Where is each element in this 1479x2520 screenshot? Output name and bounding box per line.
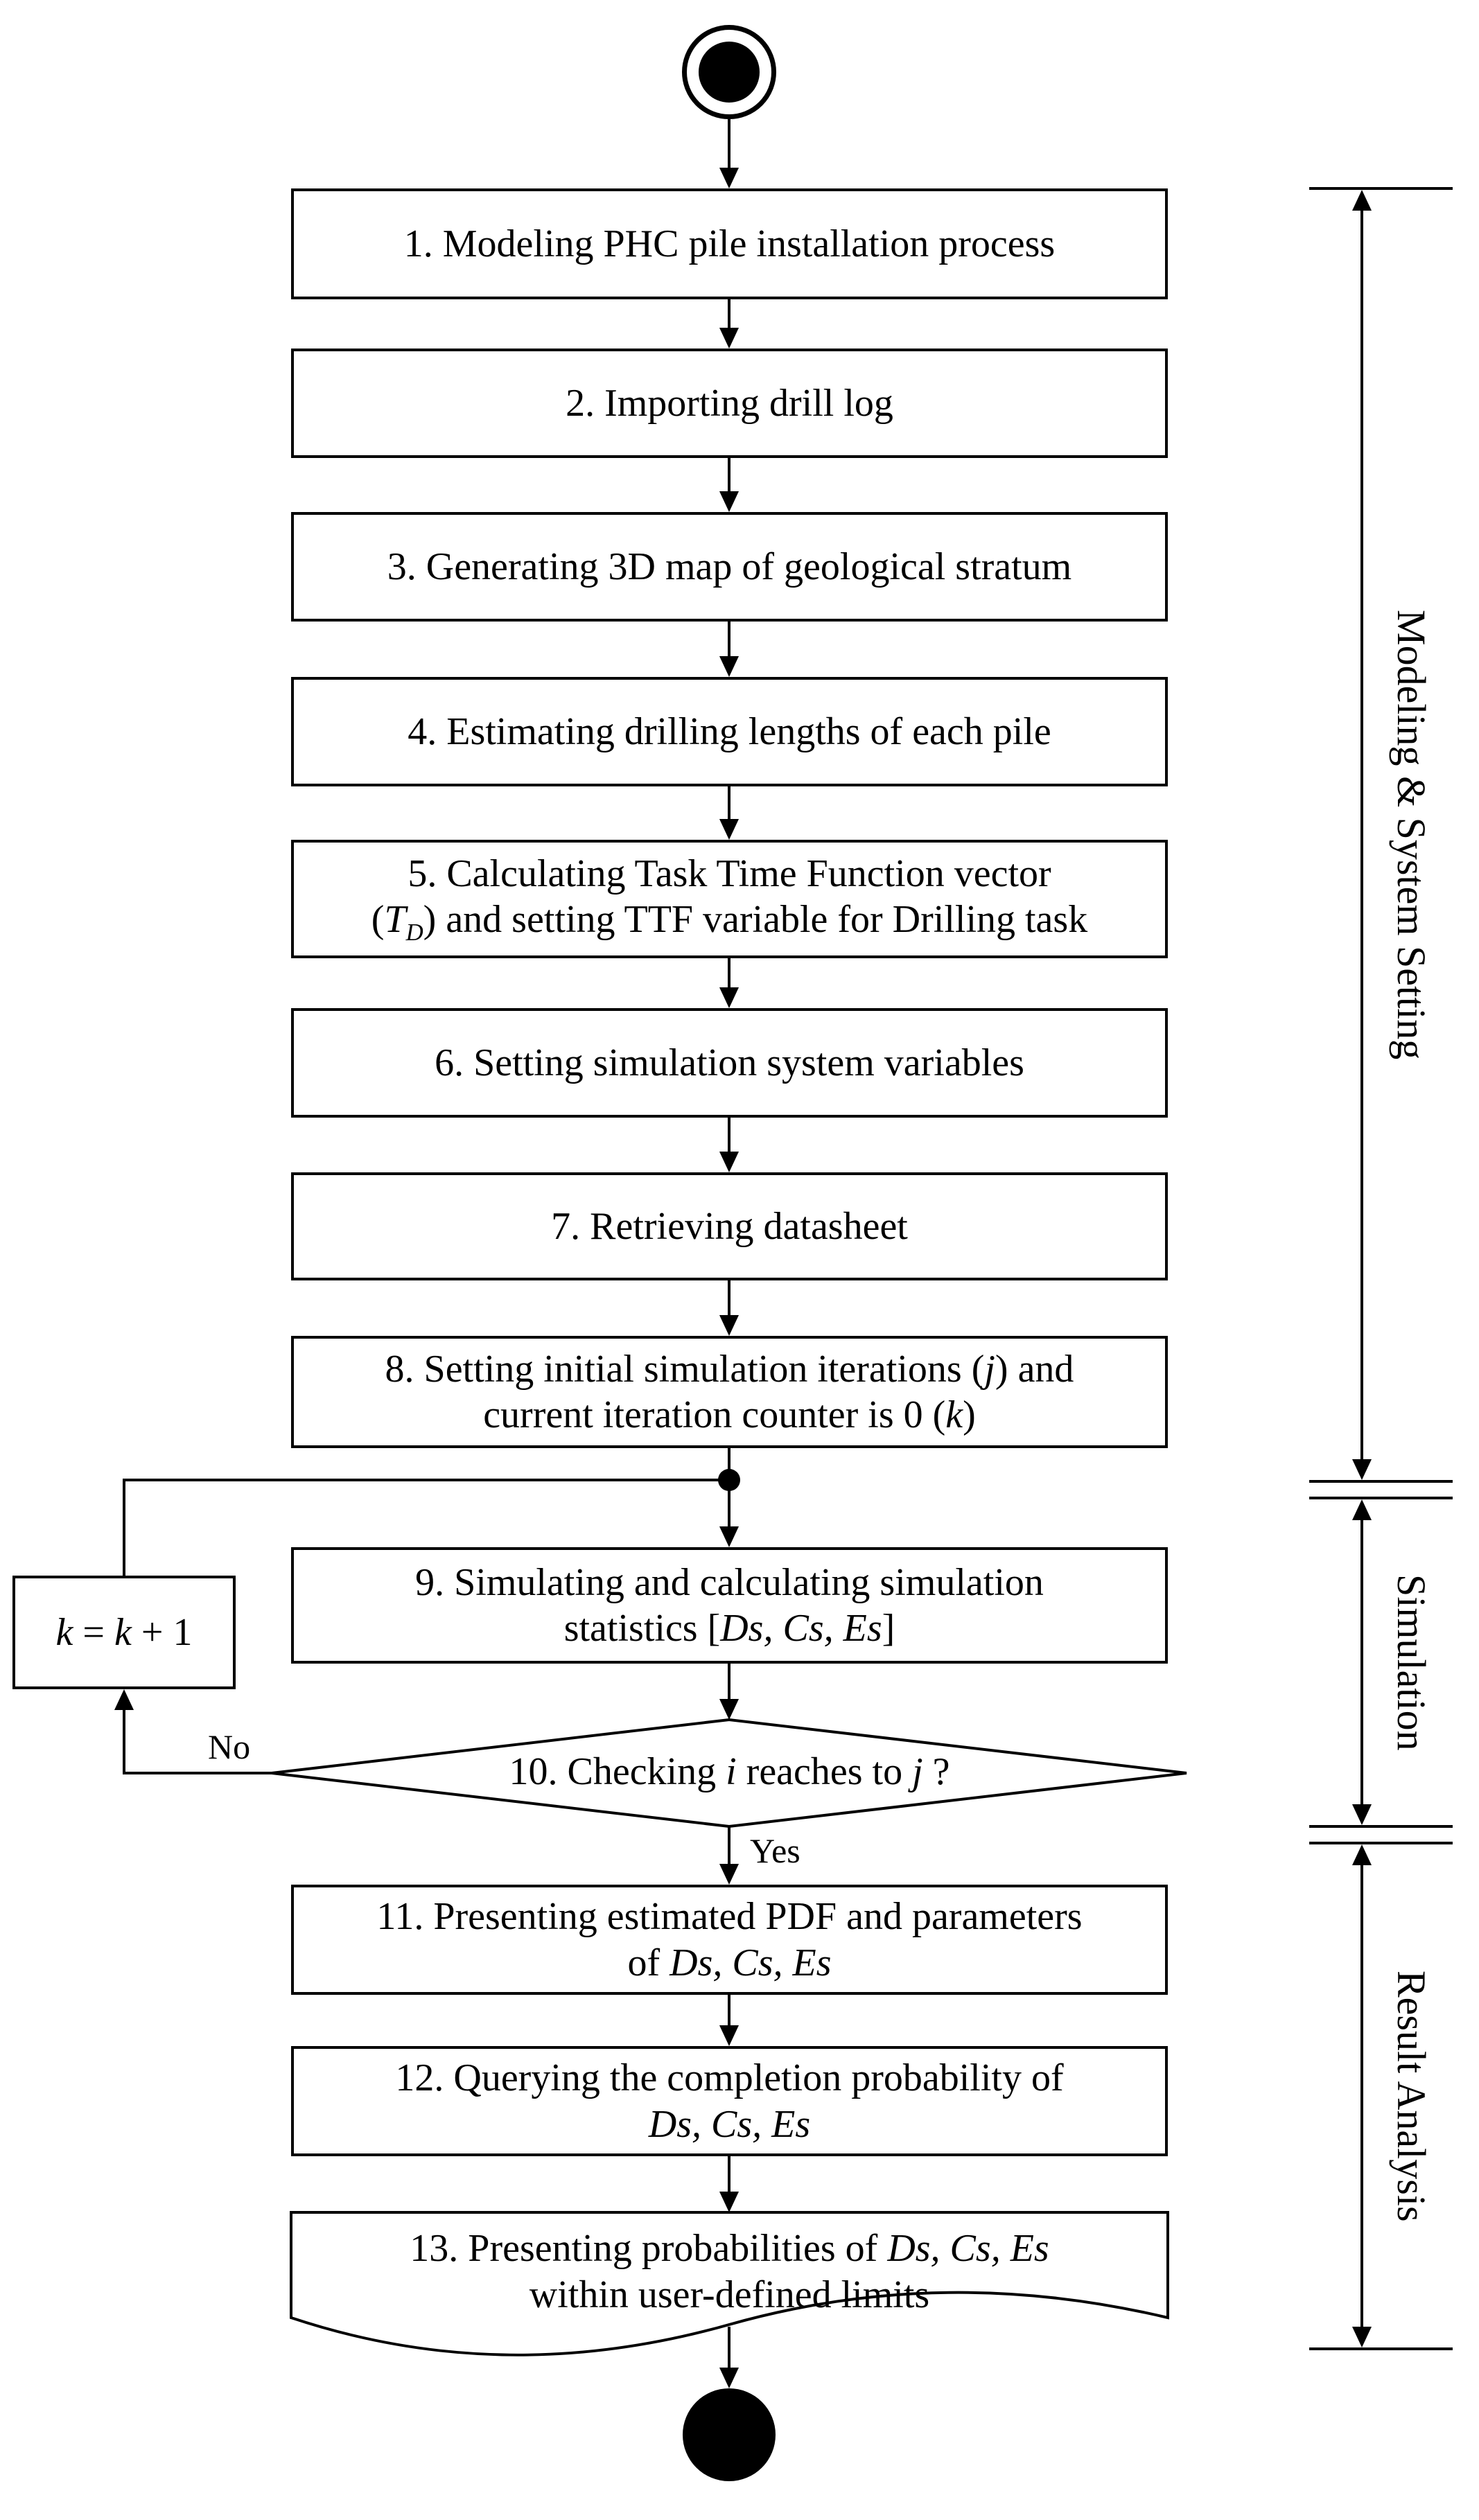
- text-fragment: statistics [: [563, 1607, 721, 1650]
- process-box-9: [291, 1547, 1168, 1664]
- text-fragment: current iteration counter is 0 (: [483, 1393, 946, 1436]
- var-T: T: [384, 897, 406, 941]
- text-fragment: ): [963, 1393, 976, 1436]
- text-fragment: (: [371, 897, 385, 941]
- var-i: i: [726, 1750, 737, 1793]
- end-node: [683, 2388, 776, 2481]
- var-j: j: [912, 1750, 923, 1793]
- var-ds-cs-es: Ds, Cs, Es: [720, 1607, 882, 1650]
- process-box-5-line2: [371, 897, 1087, 947]
- section-label-simulation: Simulation: [1389, 1574, 1434, 1751]
- text-fragment: ?: [922, 1750, 950, 1793]
- text-fragment: of: [627, 1941, 670, 1984]
- process-box-12: [291, 2046, 1168, 2156]
- process-box-7-label: 7. Retrieving datasheet: [551, 1204, 908, 1248]
- doc-box-13-line1: [291, 2226, 1168, 2272]
- decision-10-label: [291, 1750, 1168, 1794]
- process-box-4-label: 4. Estimating drilling lengths of each pile: [408, 710, 1051, 753]
- var-ds-cs-es: Ds, Cs, Es: [670, 1941, 832, 1984]
- text-fragment: ) and setting TTF variable for Drilling task: [423, 897, 1088, 941]
- section-label-result: Result Analysis: [1389, 1970, 1434, 2222]
- text-fragment: + 1: [131, 1611, 193, 1654]
- process-box-9-line1: 9. Simulating and calculating simulation: [415, 1560, 1044, 1604]
- process-box-8: [291, 1336, 1168, 1448]
- text-fragment: reaches to: [736, 1750, 913, 1793]
- increment-box: [12, 1576, 236, 1689]
- process-box-6: [291, 1008, 1168, 1118]
- merge-junction-dot: [718, 1469, 740, 1491]
- process-box-8-line1: [385, 1346, 1074, 1392]
- process-box-3-label: 3. Generating 3D map of geological stratum: [387, 545, 1072, 588]
- process-box-1: [291, 188, 1168, 299]
- process-box-8-line2: [483, 1392, 976, 1438]
- var-j: j: [984, 1347, 995, 1391]
- doc-box-13-line2: within user-defined limits: [529, 2273, 930, 2317]
- process-box-9-line2: [564, 1605, 895, 1651]
- process-box-6-label: 6. Setting simulation system variables: [435, 1041, 1024, 1084]
- process-box-5-line1: 5. Calculating Task Time Function vector: [408, 852, 1051, 895]
- process-box-5: [291, 840, 1168, 958]
- var-k: k: [55, 1611, 73, 1654]
- text-fragment: 8. Setting initial simulation iterations (: [385, 1347, 985, 1391]
- process-box-7: [291, 1172, 1168, 1280]
- section-label-modeling: Modeling & System Setting: [1389, 610, 1434, 1060]
- doc-box-13-label: [291, 2226, 1168, 2318]
- text-fragment: 10. Checking: [509, 1750, 726, 1793]
- edge-label-no: No: [208, 1727, 251, 1766]
- process-box-3: [291, 512, 1168, 622]
- text-fragment: ]: [882, 1607, 895, 1650]
- process-box-11-line1: 11. Presenting estimated PDF and parameters: [376, 1895, 1083, 1939]
- process-box-11-line2: [627, 1940, 831, 1986]
- text-fragment: =: [73, 1611, 114, 1654]
- var-k: k: [114, 1611, 132, 1654]
- process-box-12-line2: Ds, Cs, Es: [648, 2102, 811, 2146]
- process-box-11: [291, 1885, 1168, 1995]
- var-T-subscript: D: [405, 919, 423, 946]
- text-fragment: ) and: [995, 1347, 1074, 1391]
- edge-label-yes: Yes: [750, 1831, 800, 1870]
- process-box-1-label: 1. Modeling PHC pile installation process: [403, 222, 1056, 265]
- process-box-4: [291, 677, 1168, 786]
- var-k: k: [945, 1393, 963, 1436]
- process-box-2-label: 2. Importing drill log: [566, 381, 893, 425]
- var-ds-cs-es: Ds, Cs, Es: [887, 2227, 1049, 2270]
- text-fragment: 13. Presenting probabilities of: [410, 2227, 888, 2270]
- process-box-12-line1: 12. Querying the completion probability of: [395, 2056, 1064, 2100]
- start-node-core: [699, 42, 760, 103]
- process-box-2: [291, 349, 1168, 458]
